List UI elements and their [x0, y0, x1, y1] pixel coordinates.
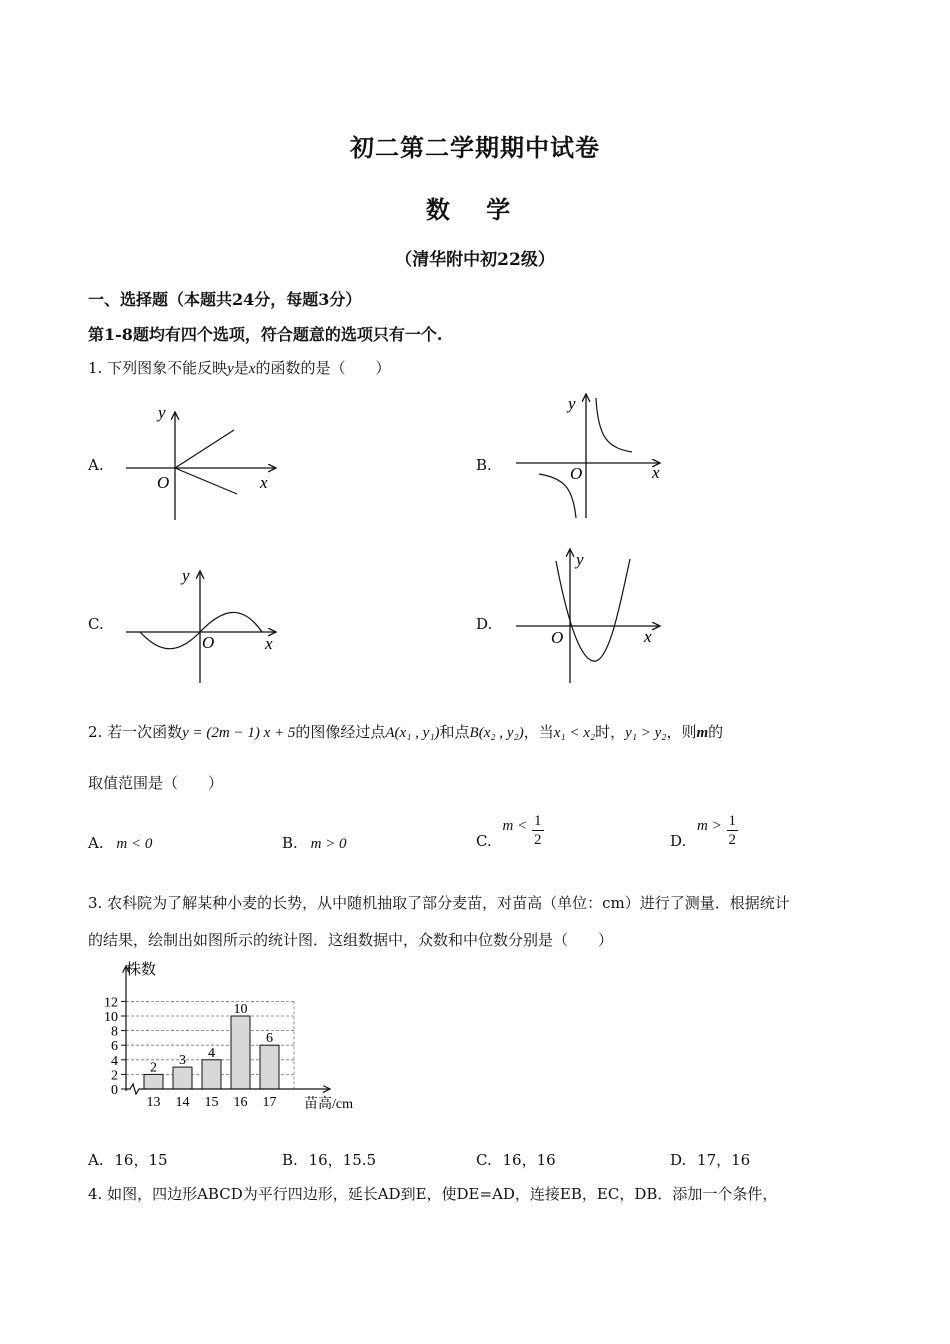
- chart-y-ticks: [104, 995, 126, 1098]
- q1-var-x: x: [248, 361, 256, 377]
- q2-text-e: 时，: [595, 723, 626, 741]
- bar-17: [260, 1045, 279, 1089]
- q2-text-c: 和点: [439, 723, 470, 741]
- y-tick-label-6: 6: [111, 1039, 118, 1055]
- q1-graph-c: [122, 565, 290, 685]
- chart-x-ticks: [147, 1095, 277, 1110]
- section-heading: 一、选择题（本题共24分，每题3分）: [88, 290, 362, 309]
- fraction-denominator: 2: [534, 831, 542, 848]
- question-2-stem: [88, 722, 723, 743]
- q2-option-d-label: D.: [670, 832, 687, 850]
- x-tick-label-17: 17: [262, 1095, 277, 1110]
- q2-option-c-fraction: [532, 812, 544, 849]
- origin-label: O: [157, 473, 170, 492]
- q2-point-b: B(x₂ , y₂): [469, 725, 524, 741]
- q2-text-a: 2. 若一次函数: [88, 723, 183, 741]
- x-label: x: [265, 634, 273, 653]
- bar-value-label: 2: [150, 1060, 157, 1076]
- page-title: 初二第二学期期中试卷: [350, 133, 600, 162]
- q2-option-b: [282, 834, 347, 853]
- bar-15: [202, 1060, 221, 1089]
- fraction-denominator: 2: [728, 831, 737, 848]
- q1-text-b: 是: [233, 359, 249, 377]
- q3-option-d-label: D.: [670, 1151, 687, 1169]
- q1-graph-d: [512, 545, 672, 685]
- chart-y-axis-title: 株数: [126, 962, 157, 978]
- y-tick-label-0: 0: [111, 1083, 118, 1098]
- y-tick-label-8: 8: [111, 1024, 118, 1040]
- question-3-line1: 3. 农科院为了解某种小麦的长势，从中随机抽取了部分麦苗，对苗高（单位：cm）进行了测量．根据统计: [88, 894, 790, 912]
- y-label: y: [182, 566, 190, 585]
- bar-14: [173, 1067, 192, 1089]
- hyperbola-branch-1: [596, 398, 632, 452]
- q2-condition-y: y₁ > y₂: [625, 725, 667, 741]
- q2-text-d: ，当: [523, 723, 554, 741]
- q2-text-f: ，则: [666, 723, 697, 741]
- q3-option-b-label: B.: [282, 1151, 298, 1169]
- bar-16: [231, 1016, 250, 1089]
- origin-label: O: [202, 633, 215, 652]
- y-tick-label-2: 2: [111, 1068, 118, 1084]
- chart-x-axis-title: 苗高/cm: [304, 1097, 353, 1112]
- bar-value-label: 10: [233, 1002, 248, 1017]
- q3-option-c: [476, 1149, 556, 1170]
- q3-option-a-text: 16，15: [114, 1151, 168, 1169]
- q1-option-a-label: A.: [88, 456, 104, 474]
- q3-option-b: [282, 1149, 376, 1170]
- q2-option-a: [88, 834, 152, 853]
- subject-title: 数 学: [425, 195, 525, 224]
- ray-up: [175, 430, 234, 468]
- q1-text-c: 的函数的是（ ）: [255, 359, 391, 377]
- q1-option-d-label: D.: [476, 615, 493, 633]
- q2-option-c-expr: m <: [502, 818, 528, 834]
- q3-option-c-label: C.: [476, 1151, 492, 1169]
- q3-option-d: [670, 1149, 750, 1170]
- q2-option-c-label: C.: [476, 832, 492, 850]
- q3-option-a-label: A.: [88, 1151, 104, 1169]
- ray-down: [175, 468, 237, 494]
- q2-option-a-label: A.: [88, 834, 104, 852]
- q1-option-b-label: B.: [476, 456, 492, 474]
- x-label: x: [260, 473, 268, 492]
- y-label: y: [568, 394, 576, 413]
- q1-option-c-label: C.: [88, 615, 104, 633]
- y-label: y: [576, 550, 584, 569]
- x-tick-label-14: 14: [175, 1095, 190, 1110]
- school-subtitle: （清华附中初22级）: [395, 250, 555, 270]
- bar-value-label: 4: [208, 1045, 215, 1061]
- q1-var-y: y: [227, 361, 234, 377]
- q2-option-b-expr: m > 0: [310, 836, 347, 852]
- q1-text-a: 1. 下列图象不能反映: [88, 359, 228, 377]
- q2-text-g: 的: [708, 723, 724, 741]
- origin-label: O: [551, 628, 564, 647]
- q2-condition-x: x₁ < x₂: [553, 725, 596, 741]
- section-instruction: 第1-8题均有四个选项，符合题意的选项只有一个.: [88, 325, 443, 344]
- y-tick-label-12: 12: [104, 995, 118, 1011]
- q2-text-b: 的图像经过点: [295, 723, 386, 741]
- q2-option-d: [670, 810, 738, 850]
- fraction-numerator: 1: [534, 812, 542, 829]
- bar-value-label: 6: [266, 1031, 273, 1047]
- x-tick-label-15: 15: [204, 1095, 219, 1110]
- q3-option-a: [88, 1149, 168, 1170]
- q2-var-m: m: [696, 725, 709, 741]
- y-tick-label-10: 10: [104, 1010, 118, 1025]
- x-tick-label-16: 16: [233, 1095, 248, 1110]
- question-1-stem: [88, 358, 390, 379]
- q1-graph-b: [512, 390, 672, 522]
- q3-option-c-text: 16，16: [502, 1151, 556, 1169]
- q3-option-b-text: 16，15.5: [308, 1151, 377, 1169]
- q2-option-d-fraction: [727, 812, 739, 849]
- question-4-line1: 4. 如图，四边形ABCD为平行四边形，延长AD到E，使DE=AD，连接EB，EC，DB．添加一个条件，: [88, 1185, 778, 1203]
- bar-value-label: 3: [179, 1053, 186, 1069]
- q3-bar-chart: [92, 958, 372, 1114]
- origin-label: O: [570, 464, 583, 483]
- x-tick-label-13: 13: [146, 1095, 161, 1110]
- question-2-line2: 取值范围是（ ）: [88, 774, 224, 792]
- q2-function: y = (2m − 1) x + 5: [182, 725, 296, 741]
- parabola-curve: [556, 559, 630, 661]
- x-label: x: [644, 627, 652, 646]
- y-label: y: [158, 403, 166, 422]
- q2-option-c: [476, 810, 544, 850]
- wave-curve: [140, 612, 262, 648]
- q2-option-b-label: B.: [282, 834, 298, 852]
- fraction-numerator: 1: [728, 812, 737, 829]
- q2-option-d-expr: m >: [697, 818, 722, 834]
- bar-13: [144, 1074, 163, 1089]
- q2-option-a-expr: m < 0: [116, 836, 153, 852]
- q2-point-a: A(x₁ , y₁): [385, 725, 440, 741]
- y-tick-label-4: 4: [111, 1053, 118, 1069]
- q3-option-d-text: 17，16: [697, 1151, 751, 1169]
- x-label: x: [652, 463, 660, 482]
- q1-graph-a: [120, 398, 290, 526]
- question-3-line2: 的结果，绘制出如图所示的统计图．这组数据中，众数和中位数分别是（ ）: [88, 931, 614, 949]
